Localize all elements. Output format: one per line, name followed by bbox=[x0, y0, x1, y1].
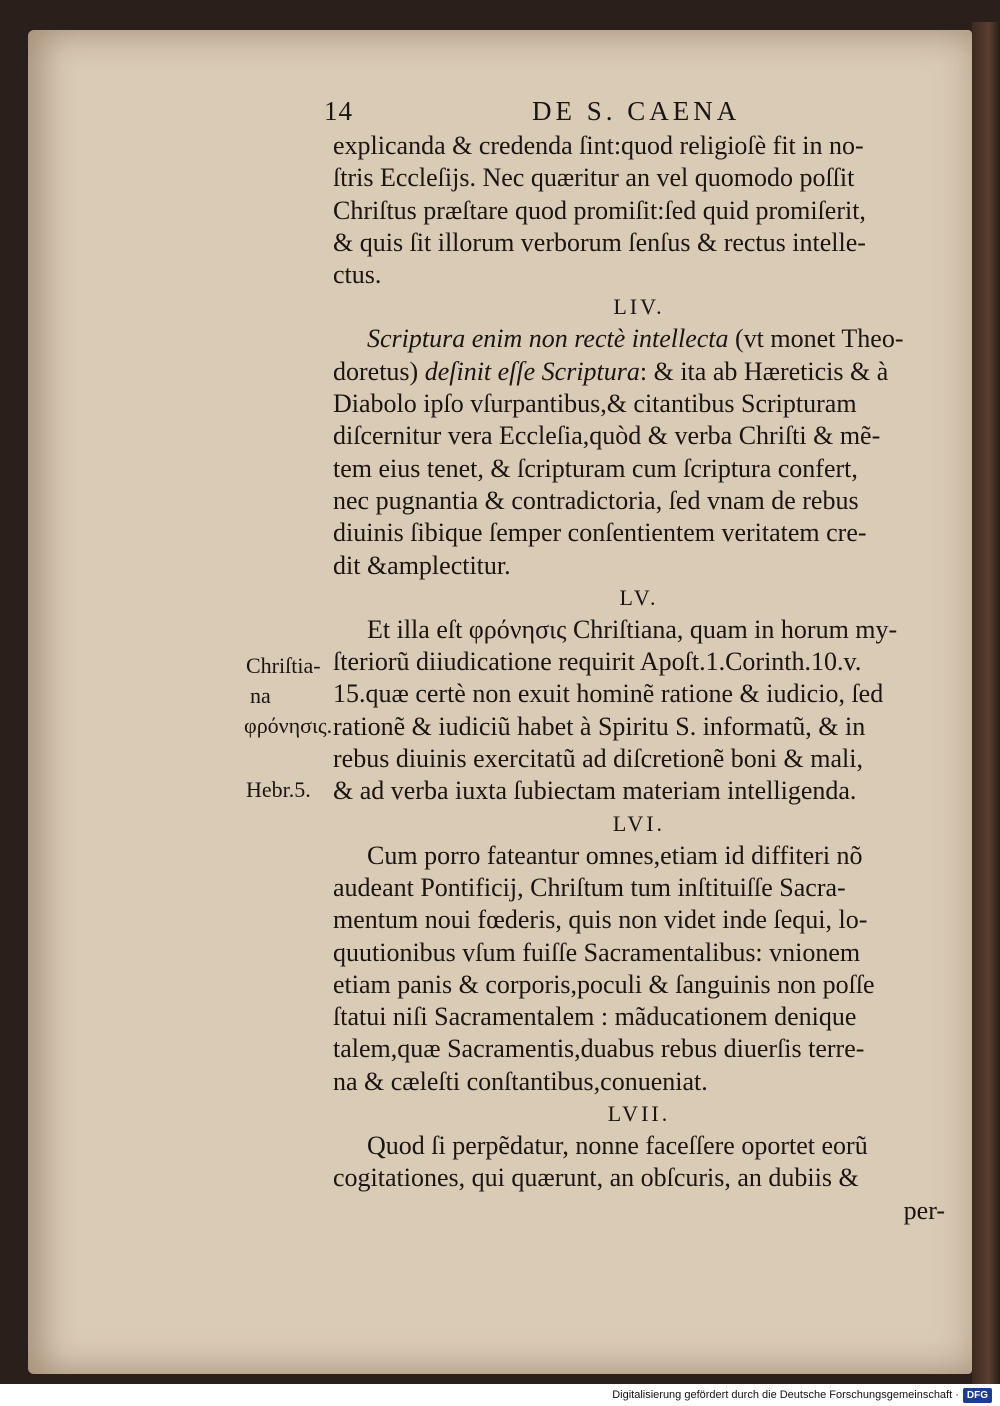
page-edge bbox=[972, 22, 1000, 1384]
text-line: mentum noui fœderis, quis non videt inde ſequi, lo- bbox=[333, 905, 868, 935]
text-line: dit &amplectitur. bbox=[333, 550, 511, 580]
text-fragment: doretus) bbox=[333, 356, 425, 386]
text-line: cogitationes, qui quærunt, an obſcuris, an dubiis & bbox=[333, 1163, 859, 1193]
margin-note: Hebr.5. bbox=[246, 777, 311, 802]
section-heading-lvii: LVII. bbox=[607, 1101, 671, 1127]
italic-quote: Scriptura enim non rectè intellecta bbox=[367, 324, 729, 354]
running-head: DE S. CAENA bbox=[532, 96, 741, 126]
section-heading-lvi: LVI. bbox=[612, 810, 666, 836]
text-line: ctus. bbox=[333, 260, 382, 290]
page-header bbox=[320, 96, 940, 130]
text-line: ſtris Eccleſijs. Nec quæritur an vel quomodo poſſit bbox=[333, 163, 855, 193]
text-line: rebus diuinis exercitatũ ad diſcretionẽ boni & mali, bbox=[333, 744, 863, 774]
body-text bbox=[333, 130, 945, 1227]
text-line bbox=[333, 323, 945, 355]
footer-credit: Digitalisierung gefördert durch die Deutsche Forschungsgemeinschaft · bbox=[612, 1389, 959, 1401]
text-line: tem eius tenet, & ſcripturam cum ſcriptura confert, bbox=[333, 453, 858, 483]
catchword: per- bbox=[903, 1195, 945, 1225]
text-line: 15.quæ certè non exuit hominẽ ratione & iudicio, ſed bbox=[333, 679, 884, 709]
text-line: nec pugnantia & contradictoria, ſed vnam de rebus bbox=[333, 485, 859, 515]
italic-quote: deſinit eſſe Scriptura bbox=[424, 356, 640, 386]
text-line: Quod ſi perpẽdatur, nonne faceſſere oportet eorũ bbox=[367, 1131, 868, 1161]
text-line: Cum porro fateantur omnes,etiam id diffiteri nõ bbox=[367, 840, 863, 870]
text-line: talem,quæ Sacramentis,duabus rebus diuerſis terre- bbox=[333, 1034, 865, 1064]
text-line: Et illa eſt φρόνησις Chriſtiana, quam in horum my- bbox=[367, 614, 898, 644]
text-line: explicanda & credenda ſint:quod religioſè fit in no- bbox=[333, 131, 864, 160]
text-line: etiam panis & corporis,poculi & ſanguinis non poſſe bbox=[333, 969, 875, 999]
text-line bbox=[333, 356, 945, 388]
text-line: quutionibus vſum fuiſſe Sacramentalibus: vnionem bbox=[333, 937, 861, 967]
margin-note: φρόνησις. bbox=[244, 713, 333, 738]
text-line: Chriſtus præſtare quod promiſit:ſed quid promiſerit, bbox=[333, 195, 866, 225]
text-line: diuinis ſibique ſemper conſentientem veritatem cre- bbox=[333, 518, 867, 548]
text-line: & ad verba iuxta ſubiectam materiam intelligenda. bbox=[333, 776, 857, 806]
text-fragment: : & ita ab Hæreticis & à bbox=[639, 356, 889, 386]
section-heading-lv: LV. bbox=[619, 584, 659, 610]
text-line: na & cæleſti conſtantibus,conueniat. bbox=[333, 1066, 708, 1096]
text-fragment: (vt monet Theo- bbox=[728, 324, 904, 354]
margin-note: na bbox=[250, 683, 271, 708]
margin-note: Chriſtia- bbox=[246, 653, 321, 678]
text-line: Diabolo ipſo vſurpantibus,& citantibus Scripturam bbox=[333, 389, 857, 419]
text-line: ſtatui niſi Sacramentalem : mãducationem denique bbox=[333, 1002, 857, 1032]
text-line: ſteriorũ diiudicatione requirit Apoſt.1.Corinth.10.v. bbox=[333, 647, 862, 677]
text-line: & quis ſit illorum verborum ſenſus & rectus intelle- bbox=[333, 227, 866, 257]
text-line: rationẽ & iudiciũ habet à Spiritu S. informatũ, & in bbox=[333, 711, 866, 741]
footer-bar bbox=[0, 1384, 1000, 1406]
text-line: audeant Pontificij, Chriſtum tum inſtituiſſe Sacra- bbox=[333, 872, 846, 902]
text-line: diſcernitur vera Eccleſia,quòd & verba Chriſti & mẽ- bbox=[333, 421, 881, 451]
dfg-logo: DFG bbox=[963, 1388, 992, 1403]
page-number: 14 bbox=[324, 96, 353, 126]
section-heading-liv: LIV. bbox=[613, 294, 665, 320]
